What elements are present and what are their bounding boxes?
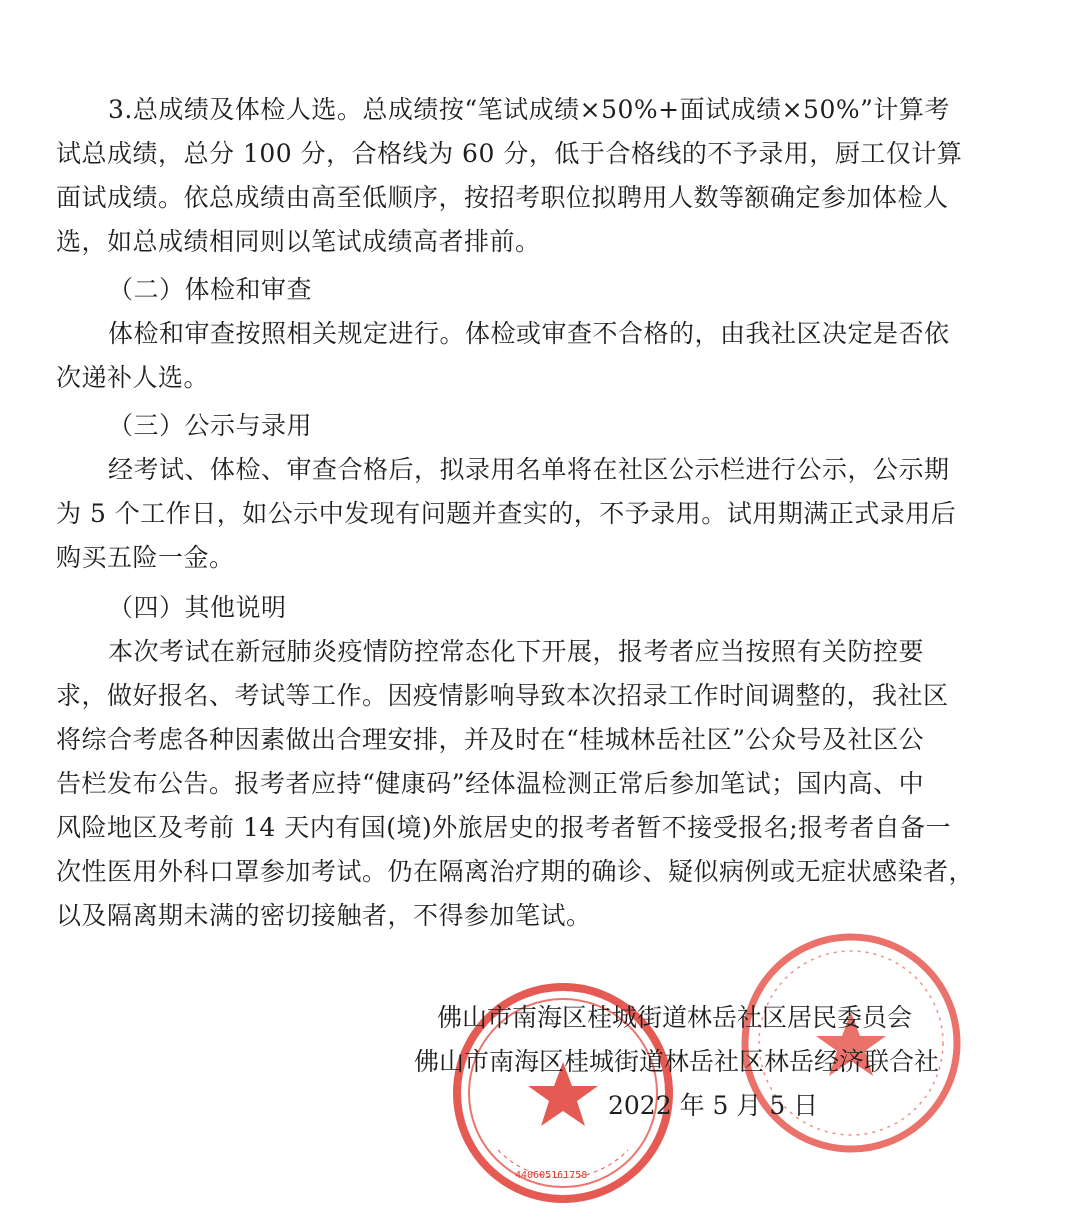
text-line: 选，如总成绩相同则以笔试成绩高者排前。 [56,227,541,256]
section-heading: （三）公示与录用 [108,411,313,440]
text-line: 本次考试在新冠肺炎疫情防控常态化下开展，报考者应当按照有关防控要 [108,637,925,666]
paragraph-total-score [56,88,972,264]
text-line: 试总成绩，总分 100 分，合格线为 60 分，低于合格线的不予录用，厨工仅计算 [56,139,963,168]
text-line: 将综合考虑各种因素做出合理安排，并及时在“桂城林岳社区”公众号及社区公 [56,725,925,754]
text-line: 求，做好报名、考试等工作。因疫情影响导致本次招录工作时间调整的，我社区 [56,681,949,710]
section-heading: （四）其他说明 [108,593,287,622]
text-line: 以及隔离期未满的密切接触者，不得参加笔试。 [56,901,592,930]
text-line: 次性医用外科口罩参加考试。仍在隔离治疗期的确诊、疑似病例或无症状感染者， [56,857,975,886]
seal-code: 440605161758 [515,1170,588,1181]
section-publicity [56,404,972,580]
text-line: 购买五险一金。 [56,543,235,572]
text-line: 面试成绩。依总成绩由高至低顺序，按招考职位拟聘用人数等额确定参加体检人 [56,183,949,212]
text-line: 告栏发布公告。报考者应持“健康码”经体温检测正常后参加笔试；国内高、中 [56,769,925,798]
text-line: 次递补人选。 [56,363,210,392]
section-physical-exam [56,268,972,400]
text-line: 风险地区及考前 14 天内有国(境)外旅居史的报考者暂不接受报名;报考者自备一 [56,813,952,842]
section-heading: （二）体检和审查 [108,275,313,304]
signature-date: 2022 年 5 月 5 日 [608,1091,819,1120]
text-line: 3.总成绩及体检人选。总成绩按“笔试成绩×50%+面试成绩×50%”计算考 [108,95,950,124]
signature-org-1: 佛山市南海区桂城街道林岳社区居民委员会 [437,1003,913,1032]
text-line: 体检和审查按照相关规定进行。体检或审查不合格的，由我社区决定是否依 [108,319,950,348]
signature-org-2: 佛山市南海区桂城街道林岳社区林岳经济联合社 [414,1047,940,1076]
section-other-notes [56,586,975,938]
text-line: 经考试、体检、审查合格后，拟录用名单将在社区公示栏进行公示，公示期 [108,455,950,484]
text-line: 为 5 个工作日，如公示中发现有问题并查实的，不予录用。试用期满正式录用后 [56,499,957,528]
